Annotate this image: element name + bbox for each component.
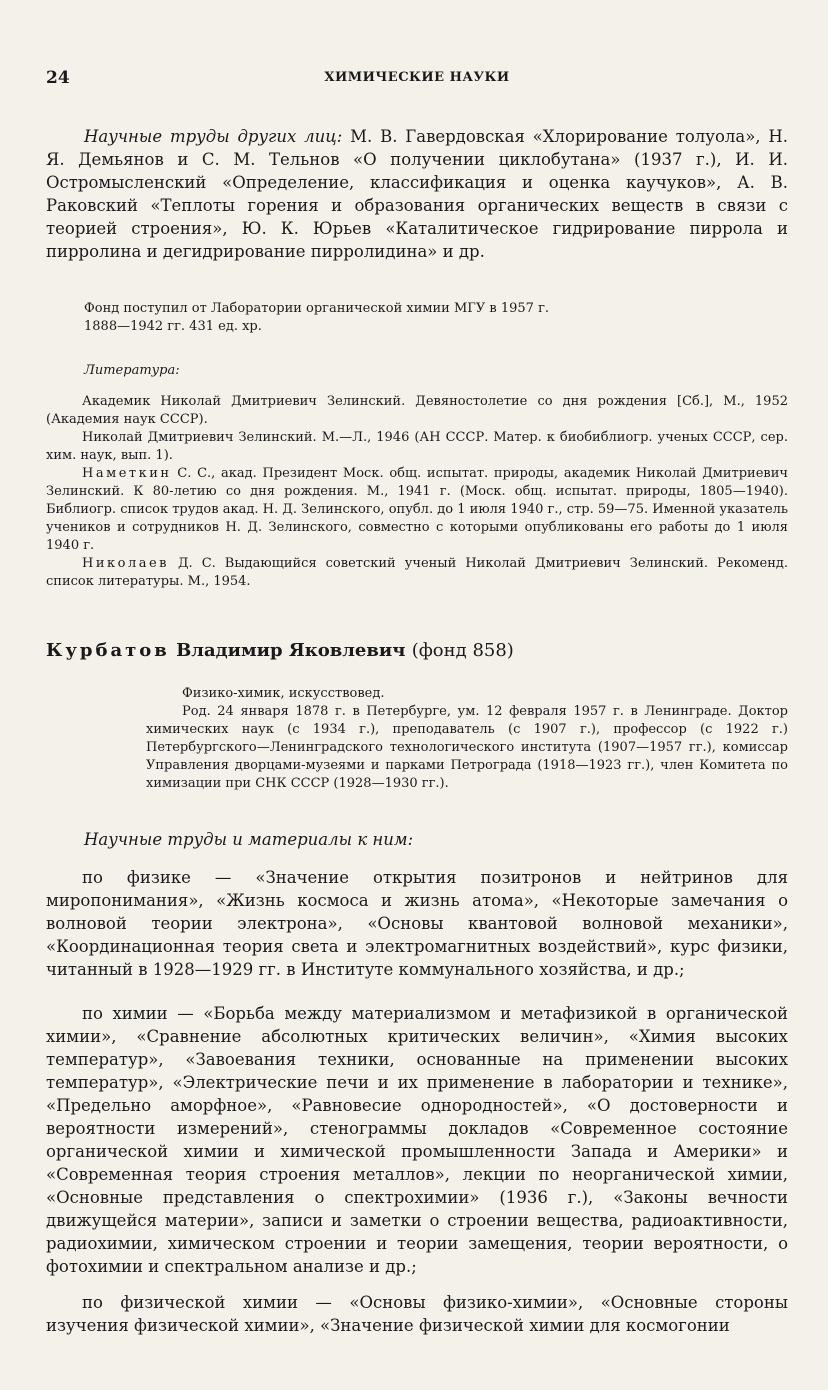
materials-heading: Научные труды и материалы к ним: [84,830,414,849]
materials-physical-chemistry: по физической химии — «Основы физико-химии», «Основные стороны изучения физической химии», «Значение физической химии для космогонии [46,1293,788,1335]
page-number: 24 [46,68,70,88]
literature-heading: Литература: [84,363,180,378]
fond-note [84,300,788,336]
biography [146,685,788,793]
person-name: Владимир Яковлевич [169,640,412,661]
other-works-text: М. В. Гавердовская «Хлорирование толуола», Н. Я. Демьянов и С. М. Тельнов «О получении циклобутана» (1937 г.), И. И. Остромысленский «Определение, классификация и оценка каучуков», А. В. Раковский «Теплоты горения и образования органических веществ в связи с теорией строения», Ю. К. Юрьев «Каталитическое гидрирование пиррола и пирролина и дегидрирование пирролидина» и др. [46,127,788,261]
other-works-paragraph [46,125,788,263]
other-works-lead: Научные труды других лиц: [84,127,343,146]
fond-note-range: 1888—1942 гг. 431 ед. хр. [84,319,262,334]
author-surname: Николаев [82,556,169,571]
literature-entry: Николай Дмитриевич Зелинский. М.—Л., 1946 (АН СССР. Матер. к биобиблиогр. ученых СССР, сер. хим. наук, вып. 1). [46,430,788,463]
person-heading [46,640,788,661]
author-surname: Наметкин [82,466,172,481]
person-surname: Курбатов [46,640,170,661]
literature-entry: Академик Николай Дмитриевич Зелинский. Девяностолетие со дня рождения [Сб.], М., 1952 (Академия наук СССР). [46,394,788,427]
literature-entry: Николаев Д. С. Выдающийся советский ученый Николай Дмитриевич Зелинский. Рекоменд. список литературы. М., 1954. [46,556,788,589]
literature-entry: Наметкин С. С., акад. Президент Моск. общ. испытат. природы, академик Николай Дмитриевич Зелинский. К 80-летию со дня рождения. М., 1941 г. (Моск. общ. испытат. природы, 1805—1940). Библиогр. список трудов акад. Н. Д. Зелинского, опубл. до 1 июля 1940 г., стр. 59—75. Именной указатель учеников и сотрудников Н. Д. Зелинского, совместно с которыми опубликованы его работы до 1 июля 1940 г. [46,466,788,553]
materials-chemistry: по химии — «Борьба между материализмом и метафизикой в органической химии», «Сравнение абсолютных критических величин», «Химия высоких температур», «Завоевания техники, основанные на применении высоких температур», «Электрические печи и их применение в лаборатории и технике», «Предельно аморфное», «Равновесие однородностей», «О достоверности и вероятности измерений», стенограммы докладов «Современное состояние органической химии и химической промышленности Запада и Америки» и «Современная теория строения металлов», лекции по неорганической химии, «Основные представления о спектрохимии» (1936 г.), «Законы вечности движущейся материи», записи и заметки о строении вещества, радиоактивности, радиохимии, химическом строении и теории замещения, теории вероятности, о фотохимии и спектральном анализе и др.; [46,1004,788,1276]
fond-note-source: Фонд поступил от Лаборатории органической химии МГУ в 1957 г. [84,301,550,316]
literature-list [46,393,788,591]
materials-physics: по физике — «Значение открытия позитронов и нейтринов для миропонимания», «Жизнь космоса и жизнь атома», «Некоторые замечания о волновой теории электрона», «Основы квантовой волновой механики», «Координационная теория света и электромагнитных воздействий», курс физики, читанный в 1928—1929 гг. в Институте коммунального хозяйства, и др.; [46,868,788,979]
person-fond: (фонд 858) [411,640,514,661]
biography-text: Род. 24 января 1878 г. в Петербурге, ум. 12 февраля 1957 г. в Ленинграде. Доктор химических наук (с 1934 г.), преподаватель (с 1907 г.), профессор (с 1922 г.) Петербургского—Ленинградского технологического института (1907—1957 гг.), комиссар Управления дворцами-музеями и парками Петрограда (1918—1923 гг.), член Комитета по химизации при СНК СССР (1928—1930 гг.). [146,704,788,791]
page-header [46,68,788,90]
biography-occupation: Физико-химик, искусствовед. [182,686,385,701]
running-title: ХИМИЧЕСКИЕ НАУКИ [324,70,510,85]
